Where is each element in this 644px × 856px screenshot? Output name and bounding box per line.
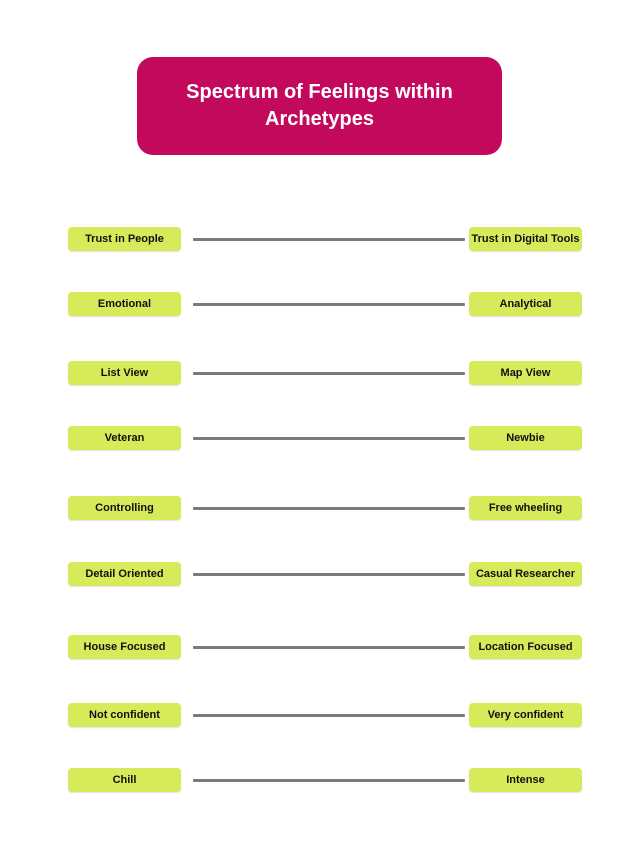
spectrum-connector-line: [193, 779, 465, 782]
spectrum-left-label: Chill: [68, 768, 181, 792]
spectrum-right-label: Trust in Digital Tools: [469, 227, 582, 251]
spectrum-right-label: Location Focused: [469, 635, 582, 659]
spectrum-left-label: Detail Oriented: [68, 562, 181, 586]
spectrum-right-label: Newbie: [469, 426, 582, 450]
spectrum-row: [0, 635, 644, 659]
spectrum-row: [0, 361, 644, 385]
spectrum-row: [0, 496, 644, 520]
spectrum-left-label: House Focused: [68, 635, 181, 659]
spectrum-left-label: Trust in People: [68, 227, 181, 251]
spectrum-left-label: Controlling: [68, 496, 181, 520]
spectrum-row: [0, 562, 644, 586]
spectrum-row: [0, 703, 644, 727]
spectrum-left-label: List View: [68, 361, 181, 385]
spectrum-connector-line: [193, 714, 465, 717]
spectrum-right-label: Map View: [469, 361, 582, 385]
spectrum-connector-line: [193, 646, 465, 649]
diagram-title: Spectrum of Feelings within Archetypes: [186, 81, 453, 130]
spectrum-left-label: Emotional: [68, 292, 181, 316]
spectrum-row: [0, 768, 644, 792]
spectrum-left-label: Veteran: [68, 426, 181, 450]
spectrum-right-label: Casual Researcher: [469, 562, 582, 586]
spectrum-left-label: Not confident: [68, 703, 181, 727]
spectrum-connector-line: [193, 507, 465, 510]
spectrum-right-label: Free wheeling: [469, 496, 582, 520]
spectrum-row: [0, 426, 644, 450]
spectrum-connector-line: [193, 238, 465, 241]
spectrum-right-label: Analytical: [469, 292, 582, 316]
spectrum-right-label: Very confident: [469, 703, 582, 727]
spectrum-connector-line: [193, 372, 465, 375]
spectrum-row: [0, 227, 644, 251]
spectrum-row: [0, 292, 644, 316]
spectrum-connector-line: [193, 303, 465, 306]
spectrum-right-label: Intense: [469, 768, 582, 792]
spectrum-connector-line: [193, 573, 465, 576]
spectrum-connector-line: [193, 437, 465, 440]
